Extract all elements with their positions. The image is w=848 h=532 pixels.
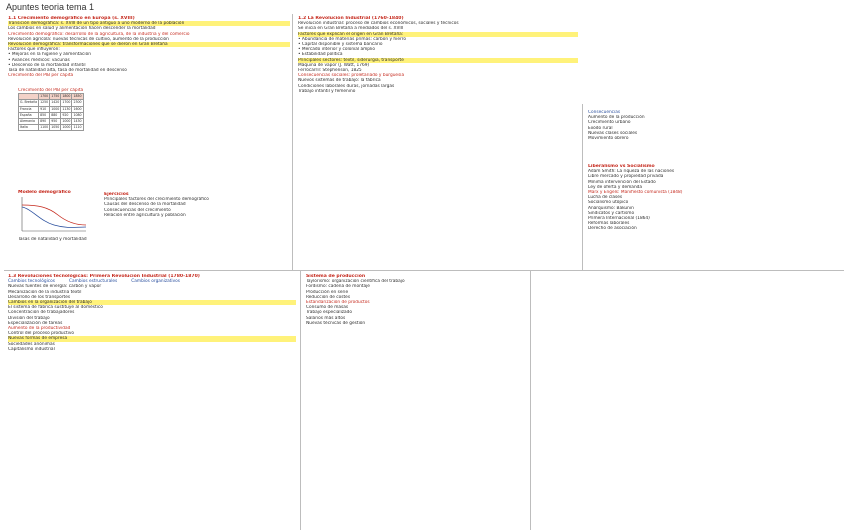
section-heading: Liberalismo vs Socialismo (588, 164, 655, 169)
note-line: Nuevas fuentes de energía: carbón y vapor (8, 284, 102, 290)
note-line: Revolución agrícola: nuevas técnicas de cultivo, aumento de la producción (8, 36, 169, 42)
note-line: Reducción de costes (306, 294, 351, 300)
note-line: Trabajo infantil y femenino (298, 88, 356, 94)
note-line: Nuevas clases sociales (588, 130, 638, 136)
note-line: Nuevos sistemas de trabajo: la fábrica (298, 78, 381, 84)
note-line: Fordismo: cadena de montaje (306, 284, 370, 290)
section-heading: Ejercicios (104, 192, 129, 197)
table-cell: 1700 (62, 100, 71, 105)
note-line: Consecuencias del crecimiento (104, 207, 171, 213)
note-line: Crecimiento urbano (588, 120, 631, 126)
note-line: Primera Internacional (1864) (588, 216, 650, 222)
table-cell: 1420 (51, 100, 60, 105)
table-cell: 1050 (51, 125, 60, 130)
note-line: Crecimiento demográfico: desarrollo de la agricultura, de la industria y del comercio (8, 31, 190, 37)
table-row (19, 106, 84, 112)
window-titlebar (0, 0, 848, 14)
table-row (19, 125, 84, 131)
table-cell: 920 (61, 112, 72, 118)
note-line: El sistema de fábrica sustituye al doméstico (8, 305, 103, 311)
column-divider (300, 270, 301, 530)
table-cell: 1000 (51, 106, 60, 111)
table-cell: 1000 (62, 119, 71, 124)
column-divider (292, 14, 293, 270)
note-line: Especialización de tareas (8, 320, 63, 326)
table-cell: G. Bretaña (20, 100, 38, 105)
note-line: Marx y Engels: Manifiesto comunista (1848) (588, 190, 683, 196)
table-cell: 850 (39, 112, 50, 118)
table-cell: 1000 (62, 125, 71, 130)
table-cell: Italia (19, 125, 39, 131)
note-line: Factores que influyeron: (8, 47, 60, 53)
note-line: Ferrocarril: Stephenson, 1825 (298, 68, 362, 74)
note-line: Éxodo rural (588, 125, 613, 131)
note-line: Trabajo especializado (306, 310, 353, 316)
table-row (19, 119, 84, 125)
note-line: Condiciones laborales duras, jornadas largas (298, 83, 395, 89)
note-line: • Avances médicos: vacunas (8, 57, 70, 63)
table-cell: 1130 (62, 106, 71, 111)
note-line: Producción en serie (306, 289, 349, 295)
chart-block (18, 190, 98, 243)
note-line: Relación entre agricultura y población (104, 212, 186, 218)
note-line: • Mercado interior y colonial amplio (298, 47, 376, 53)
table-cell: 1430 (73, 119, 82, 124)
section-heading: 1.3 Revoluciones tecnológicas: Primera Revolución Industrial (1780-1870) (8, 274, 200, 279)
section-consecuencias (588, 110, 838, 141)
note-line: Libre mercado y propiedad privada (588, 174, 664, 180)
note-line: • Estabilidad política (298, 52, 343, 58)
chart-caption: Tasas de natalidad y mortalidad (18, 237, 87, 243)
section-revoluciones-tecnologicas (8, 274, 296, 352)
section-liberalismo (588, 164, 838, 232)
table-cell: 1800 (62, 94, 71, 99)
section-heading: Sistema de producción (306, 274, 366, 279)
note-line: Principales factores del crecimiento demográfico (104, 197, 209, 203)
note-line: Consumo de masas (306, 305, 349, 311)
section-revolucion-industrial (298, 16, 578, 94)
table-cell: 2300 (73, 100, 82, 105)
note-line: Concentración de trabajadores (8, 310, 75, 316)
note-line: Capitalismo industrial (8, 346, 55, 352)
section-ejercicios (104, 192, 284, 218)
table-cell: 1700 (40, 94, 49, 99)
table-cell: 1850 (73, 94, 82, 99)
note-line: • Descenso de la mortalidad infantil (8, 62, 86, 68)
note-line: Desarrollo de los transportes (8, 294, 71, 300)
note-line: Lucha de clases (588, 195, 623, 201)
table-cell: Francia (19, 106, 39, 112)
demographic-sketch (18, 195, 88, 235)
table-block (18, 88, 138, 131)
section-subheading: Consecuencias (588, 110, 621, 115)
table-cell: 910 (39, 106, 50, 112)
note-line: Sindicatos y cartismo (588, 210, 635, 216)
note-line: Movimiento obrero (588, 136, 629, 142)
note-line: • Capital disponible y sistema bancario (298, 42, 383, 48)
table-cell: Alemania (19, 119, 39, 125)
note-line: Control del proceso productivo (8, 331, 74, 337)
note-line: Ley de oferta y demanda (588, 184, 643, 190)
note-line: Aumento de la productividad (8, 326, 71, 332)
column-header: Cambios estructurales (69, 279, 118, 285)
pib-table (18, 93, 84, 131)
note-line: Se inicia en Gran Bretaña a mediados del s. XVIII (298, 26, 404, 32)
note-line: Causas del descenso de la mortalidad (104, 202, 186, 208)
window-title: Apuntes teoria tema 1 (6, 2, 95, 12)
note-line: Revolución industrial: proceso de cambios económicos, sociales y técnicos (298, 21, 459, 27)
table-cell: 1110 (73, 125, 82, 130)
table-title: Crecimiento del PIB per cápita (18, 88, 84, 93)
column-header: Cambios tecnológicos (8, 279, 55, 285)
section-sistema-produccion (306, 274, 526, 326)
section-heading: 1.2 La Revolución Industrial (1760-1840) (298, 16, 404, 21)
notes-page (4, 14, 844, 530)
note-line: Los cambios en salud y alimentación hacen descender la mortalidad (8, 26, 156, 32)
table-row (19, 112, 84, 118)
note-line: Socialismo utópico (588, 200, 629, 206)
note-line: Consecuencias sociales: proletariado y burguesía (298, 73, 405, 79)
note-line: Crecimiento del PIB per cápita (8, 73, 74, 79)
note-line: Nuevas técnicas de gestión (306, 320, 366, 326)
note-line: Factores que explican el origen en Gran Bretaña: (298, 32, 578, 37)
note-line: Adam Smith: La riqueza de las naciones (588, 169, 675, 175)
table-cell: 1100 (40, 125, 49, 130)
table-cell: España (19, 112, 39, 118)
note-line: División del trabajo (8, 315, 50, 321)
table-cell: 1750 (51, 94, 60, 99)
column-divider (530, 270, 531, 530)
note-line: Salarios más altos (306, 315, 346, 321)
table-row (19, 100, 84, 106)
note-line: Nuevas formas de empresa (8, 336, 296, 341)
table-cell: 880 (50, 112, 61, 118)
table-cell: 890 (39, 119, 50, 125)
note-line: Sociedades anónimas (8, 341, 55, 347)
note-line: Derecho de asociación (588, 226, 637, 232)
note-line: • Abundancia de materias primas: carbón y hierro (298, 36, 406, 42)
note-line: Cambios en la organización del trabajo (8, 300, 296, 305)
note-line: Mecanización de la industria textil (8, 289, 82, 295)
note-line: Principales sectores: textil, siderurgia, transporte (298, 58, 578, 63)
note-line: Anarquismo: Bakunin (588, 205, 634, 211)
note-line: Reformas laborales (588, 221, 630, 227)
column-header: Cambios organizativos (131, 279, 181, 285)
note-line: Tasa de natalidad alta, tasa de mortalidad en descenso (8, 68, 127, 74)
note-line: Aumento de la producción (588, 115, 645, 121)
row-divider (4, 270, 844, 271)
table-cell: 1080 (73, 112, 82, 117)
column-divider (582, 104, 583, 270)
chart-heading: Modelo demográfico (18, 190, 71, 195)
note-line: Mínima intervención del Estado (588, 179, 656, 185)
note-line: Taylorismo: organización científica del trabajo (306, 279, 405, 285)
section-heading: 1.1 Crecimiento demográfico en Europa (s. XVIII) (8, 16, 135, 21)
table-cell: 950 (50, 119, 61, 125)
note-line: • Mejoras en la higiene y alimentación (8, 52, 91, 58)
note-line: Máquina de vapor (J. Watt, 1769) (298, 62, 370, 68)
table-cell: 1600 (73, 106, 82, 111)
note-line: Revolución demográfica: transformaciones que se dieron en Gran Bretaña (8, 42, 290, 47)
note-line: Estandarización de productos (306, 300, 370, 306)
section-demografia (8, 16, 290, 78)
note-line: Transición demográfica: s. XVIII de un tipo antiguo a uno moderno de la población (8, 21, 290, 26)
table-cell: 1250 (40, 100, 49, 105)
